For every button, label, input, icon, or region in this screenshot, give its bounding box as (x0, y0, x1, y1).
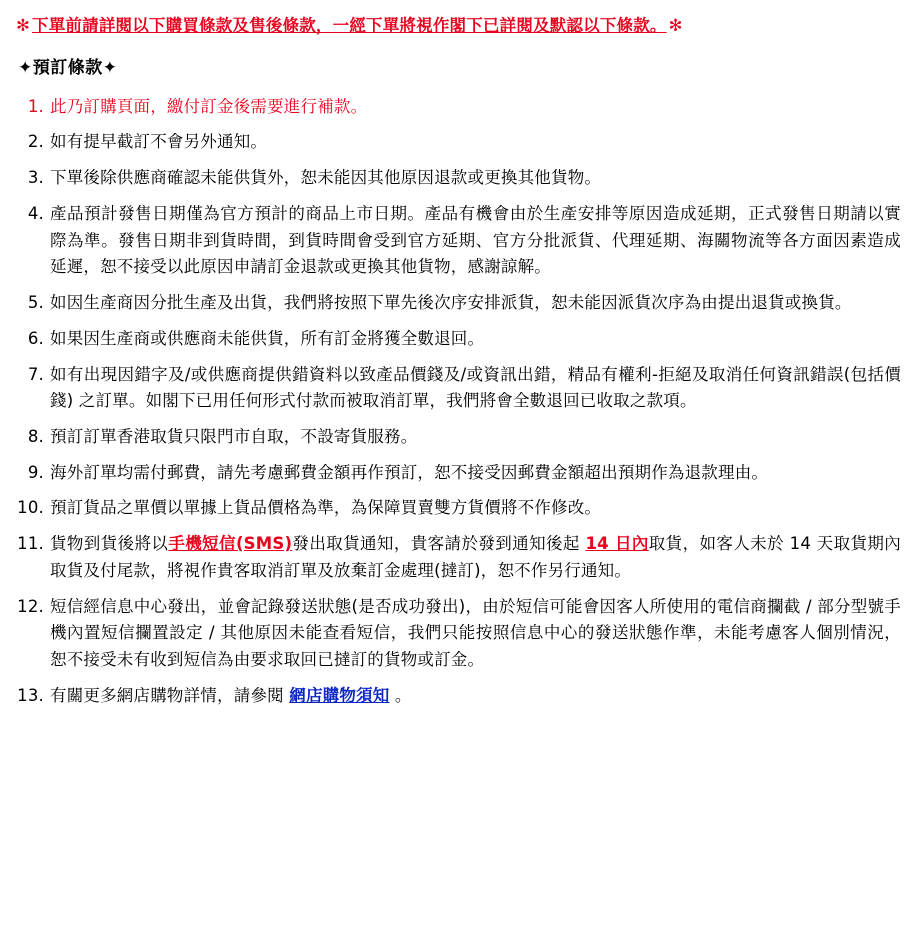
term-text: 預訂貨品之單價以單據上貨品價格為準，為保障買賣雙方貨價將不作修改。 (50, 498, 602, 518)
term-text: 下單後除供應商確認未能供貨外，恕未能因其他原因退款或更換其他貨物。 (50, 168, 602, 188)
term-text: 產品預計發售日期僅為官方預計的商品上市日期。產品有機會由於生產安排等原因造成延期，正式發售日期請以實際為準。發售日期非到貨時間，到貨時間會受到官方延期、官方分批派貨、代理延期、海關物流等各方面因素造成延遲，恕不接受以此原因申請訂金退款或更換其他貨物，感謝諒解。 (50, 203, 901, 277)
term-item (12, 129, 901, 156)
star-icon-right: ✻ (668, 16, 683, 35)
term-text: 有關更多網店購物詳情，請參閱 (50, 685, 290, 705)
term-text: 取貨，如客人未於 14 天取貨期內取貨及付尾款，將視作貴客取消訂單及放棄訂金處理(撻訂)，恕不作另行通知。 (50, 534, 901, 580)
term-item (12, 683, 901, 710)
top-notice-text: 下單前請詳閱以下購買條款及售後條款，一經下單將視作閣下已詳閱及默認以下條款。 (32, 16, 667, 35)
highlight-text: 14 日內 (585, 534, 649, 554)
shop-guide-link[interactable]: 網店購物須知 (289, 685, 390, 705)
term-text: 預訂訂單香港取貨只限門市自取，不設寄貨服務。 (50, 426, 418, 446)
term-text: 發出取貨通知，貴客請於發到通知後起 (292, 534, 586, 554)
star-icon-left: ✻ (16, 16, 31, 35)
term-item (12, 424, 901, 451)
term-item (12, 201, 901, 281)
term-text: 此乃訂購頁面，繳付訂金後需要進行補款。 (50, 96, 368, 116)
term-item (12, 460, 901, 487)
term-text: 如有提早截訂不會另外通知。 (50, 132, 268, 152)
term-text: 貨物到貨後將以 (50, 534, 169, 554)
term-text: 如有出現因錯字及/或供應商提供錯資料以致產品價錢及/或資訊出錯，精品有權利-拒絕及取消任何資訊錯誤(包括價錢) 之訂單。如閣下已用任何形式付款而被取消訂單，我們將會全數退回已收取之款項。 (50, 364, 901, 411)
top-notice (14, 14, 901, 39)
term-item (12, 531, 901, 584)
term-item (12, 594, 901, 674)
term-item (12, 495, 901, 522)
term-item (12, 290, 901, 317)
highlight-text: 手機短信(SMS) (168, 534, 293, 554)
term-text: 海外訂單均需付郵費，請先考慮郵費金額再作預訂，恕不接受因郵費金額超出預期作為退款理由。 (50, 462, 769, 482)
term-item (12, 326, 901, 353)
term-item (12, 165, 901, 192)
term-text: 短信經信息中心發出，並會記錄發送狀態(是否成功發出)，由於短信可能會因客人所使用的電信商攔截 / 部分型號手機內置短信攔置設定 / 其他原因未能查看短信，我們只能按照信息中心的發送狀態作準，未能考慮客人個別情況，恕不接受未有收到短信為由要求取回已撻訂的貨物或訂金。 (50, 596, 901, 669)
section-title: ✦預訂條款✦ (18, 57, 118, 78)
term-text: 如果因生產商或供應商未能供貨，所有訂金將獲全數退回。 (50, 328, 485, 348)
term-text: 。 (389, 685, 412, 705)
term-item (12, 362, 901, 415)
terms-list (12, 94, 901, 710)
term-text: 如因生產商因分批生產及出貨，我們將按照下單先後次序安排派貨，恕未能因派貨次序為由提出退貨或換貨。 (50, 293, 852, 313)
term-item (12, 94, 901, 121)
